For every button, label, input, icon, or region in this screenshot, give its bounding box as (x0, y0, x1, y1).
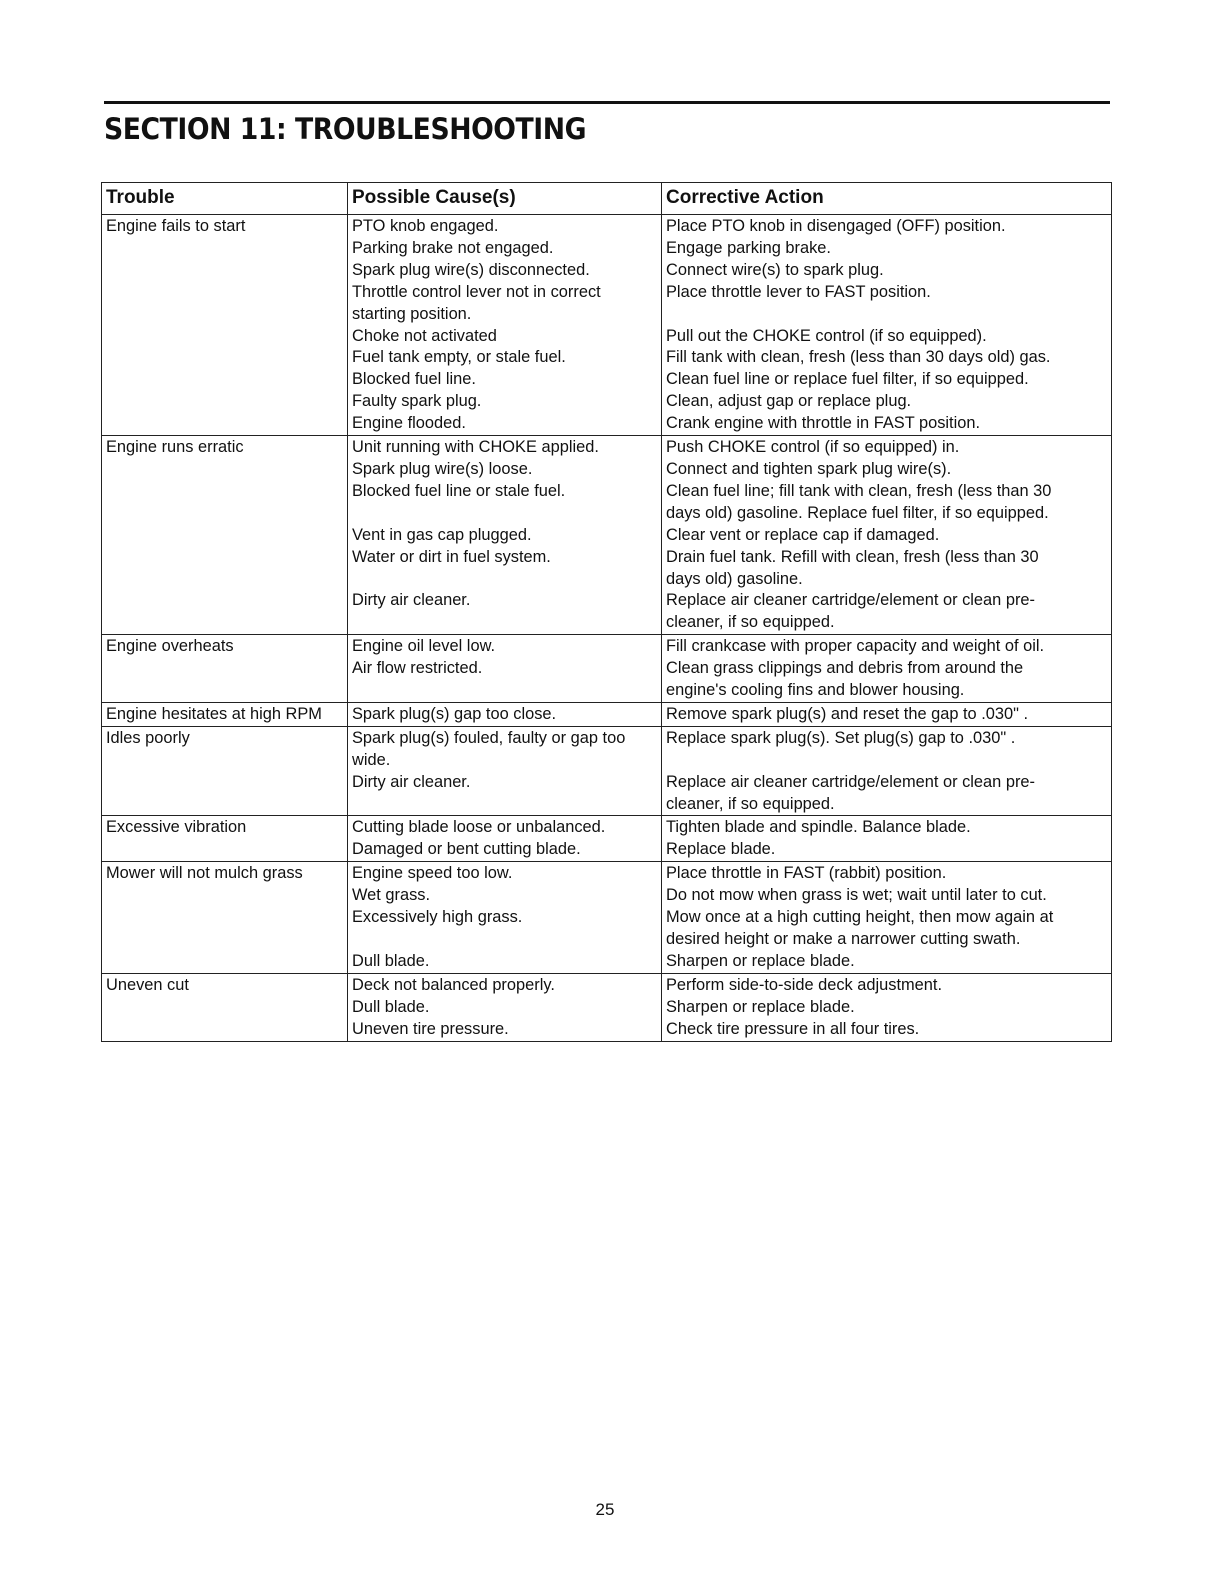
cell-line: Drain fuel tank. Refill with clean, fresh (less than 30 (666, 547, 1039, 566)
cell-line: starting position. (352, 304, 472, 323)
table-row (102, 816, 1112, 862)
action-cell (662, 635, 1112, 703)
cell-line: Crank engine with throttle in FAST position. (666, 414, 981, 433)
cell-line: Replace spark plug(s). Set plug(s) gap to .030" . (666, 728, 1016, 747)
cell-line: Dull blade. (352, 997, 430, 1016)
cause-cell (348, 973, 662, 1041)
cell-line: Engine hesitates at high RPM (106, 704, 322, 723)
cell-line: Sharpen or replace blade. (666, 997, 855, 1016)
cell-line: Clean grass clippings and debris from around the (666, 659, 1024, 678)
cause-cell (348, 635, 662, 703)
cell-line: Connect and tighten spark plug wire(s). (666, 459, 952, 478)
header-trouble: Trouble (102, 183, 348, 215)
cell-line: Tighten blade and spindle. Balance blade. (666, 818, 971, 837)
cell-line: Engine speed too low. (352, 864, 513, 883)
cell-line: Mower will not mulch grass (106, 864, 303, 883)
cell-line (352, 929, 661, 951)
table-row (102, 635, 1112, 703)
cell-line: Spark plug wire(s) loose. (352, 459, 533, 478)
cell-line (352, 680, 661, 702)
cell-line: Engine oil level low. (352, 637, 496, 656)
cell-line: Perform side-to-side deck adjustment. (666, 975, 943, 994)
action-cell (662, 862, 1112, 974)
cell-line: Pull out the CHOKE control (if so equipped). (666, 326, 987, 345)
table-row (102, 215, 1112, 436)
cell-line: PTO knob engaged. (352, 217, 499, 235)
trouble-cell (102, 215, 348, 436)
cell-line: Spark plug wire(s) disconnected. (352, 260, 590, 279)
cell-line: cleaner, if so equipped. (666, 613, 835, 632)
trouble-cell (102, 973, 348, 1041)
cell-line: Clean fuel line; fill tank with clean, fresh (less than 30 (666, 481, 1052, 500)
cell-line: Replace air cleaner cartridge/element or clean pre- (666, 591, 1035, 610)
cell-line: Mow once at a high cutting height, then mow again at (666, 908, 1054, 927)
cell-line: Fuel tank empty, or stale fuel. (352, 348, 566, 367)
cell-line: Engine flooded. (352, 414, 466, 433)
header-possible-causes: Possible Cause(s) (348, 183, 662, 215)
cell-line: Cutting blade loose or unbalanced. (352, 818, 606, 837)
cell-line: Check tire pressure in all four tires. (666, 1019, 920, 1038)
table-row (102, 973, 1112, 1041)
action-cell (662, 215, 1112, 436)
table-row (102, 862, 1112, 974)
cell-line: Engine fails to start (106, 217, 246, 235)
cell-line: Do not mow when grass is wet; wait until later to cut. (666, 886, 1047, 905)
cause-cell (348, 215, 662, 436)
action-cell (662, 702, 1112, 726)
cell-line: Place throttle lever to FAST position. (666, 282, 931, 301)
cell-line: Replace air cleaner cartridge/element or clean pre- (666, 772, 1035, 791)
troubleshooting-table (101, 182, 1112, 1042)
cell-line: Air flow restricted. (352, 659, 483, 678)
cell-line: Damaged or bent cutting blade. (352, 840, 581, 859)
cell-line: Unit running with CHOKE applied. (352, 438, 599, 457)
cell-line: Faulty spark plug. (352, 392, 482, 411)
cell-line: Replace blade. (666, 840, 776, 859)
cause-cell (348, 816, 662, 862)
action-cell (662, 816, 1112, 862)
cell-line: Vent in gas cap plugged. (352, 525, 532, 544)
action-cell (662, 726, 1112, 816)
section-rule (104, 101, 1110, 104)
cell-line (352, 794, 661, 816)
cell-line (666, 304, 1111, 326)
section-title: SECTION 11: TROUBLESHOOTING (104, 112, 587, 146)
cell-line (352, 569, 661, 591)
table-row (102, 436, 1112, 635)
cell-line: Spark plug(s) fouled, faulty or gap too (352, 728, 626, 747)
trouble-cell (102, 436, 348, 635)
page-number: 25 (595, 1500, 615, 1519)
cell-line: Clean, adjust gap or replace plug. (666, 392, 912, 411)
table-header-row (102, 183, 1112, 215)
table-row (102, 726, 1112, 816)
trouble-cell (102, 816, 348, 862)
cell-line: Engine overheats (106, 637, 234, 656)
cell-line: Connect wire(s) to spark plug. (666, 260, 884, 279)
cell-line: cleaner, if so equipped. (666, 794, 835, 813)
cell-line (352, 612, 661, 634)
cause-cell (348, 862, 662, 974)
cell-line: Excessively high grass. (352, 908, 523, 927)
cell-line: Place PTO knob in disengaged (OFF) position. (666, 217, 1006, 235)
cell-line: Parking brake not engaged. (352, 238, 554, 257)
cell-line: desired height or make a narrower cutting swath. (666, 930, 1021, 948)
cell-line: wide. (352, 750, 391, 769)
cell-line: days old) gasoline. (666, 569, 803, 588)
cell-line: Push CHOKE control (if so equipped) in. (666, 438, 960, 457)
trouble-cell (102, 702, 348, 726)
cell-line: days old) gasoline. Replace fuel filter, if so equipped. (666, 503, 1049, 522)
cell-line: Choke not activated (352, 326, 497, 345)
cell-line: Deck not balanced properly. (352, 975, 555, 994)
cell-line: Dull blade. (352, 951, 430, 970)
cell-line: Remove spark plug(s) and reset the gap to .030" . (666, 704, 1029, 723)
table-row (102, 702, 1112, 726)
cell-line (666, 750, 1111, 772)
cell-line: Idles poorly (106, 728, 190, 747)
cell-line (352, 503, 661, 525)
trouble-cell (102, 862, 348, 974)
cell-line: Engage parking brake. (666, 238, 831, 257)
cell-line: Engine runs erratic (106, 438, 244, 457)
cell-line: Dirty air cleaner. (352, 591, 471, 610)
cell-line: Clean fuel line or replace fuel filter, if so equipped. (666, 370, 1029, 389)
cell-line: Place throttle in FAST (rabbit) position. (666, 864, 947, 883)
cause-cell (348, 726, 662, 816)
cause-cell (348, 702, 662, 726)
cell-line: Fill tank with clean, fresh (less than 30 days old) gas. (666, 348, 1051, 367)
cell-line: Sharpen or replace blade. (666, 951, 855, 970)
cause-cell (348, 436, 662, 635)
cell-line: Excessive vibration (106, 818, 247, 837)
action-cell (662, 436, 1112, 635)
trouble-cell (102, 635, 348, 703)
cell-line: Water or dirt in fuel system. (352, 547, 551, 566)
cell-line: Throttle control lever not in correct (352, 282, 601, 301)
cell-line: Spark plug(s) gap too close. (352, 704, 557, 723)
cell-line: Uneven cut (106, 975, 189, 994)
trouble-cell (102, 726, 348, 816)
cell-line: Uneven tire pressure. (352, 1019, 509, 1038)
cell-line: Fill crankcase with proper capacity and weight of oil. (666, 637, 1045, 656)
cell-line: engine's cooling fins and blower housing. (666, 681, 965, 700)
header-corrective-action: Corrective Action (662, 183, 1112, 215)
cell-line: Clear vent or replace cap if damaged. (666, 525, 940, 544)
cell-line: Blocked fuel line or stale fuel. (352, 481, 566, 500)
cell-line: Dirty air cleaner. (352, 772, 471, 791)
cell-line: Wet grass. (352, 886, 431, 905)
cell-line: Blocked fuel line. (352, 370, 476, 389)
action-cell (662, 973, 1112, 1041)
